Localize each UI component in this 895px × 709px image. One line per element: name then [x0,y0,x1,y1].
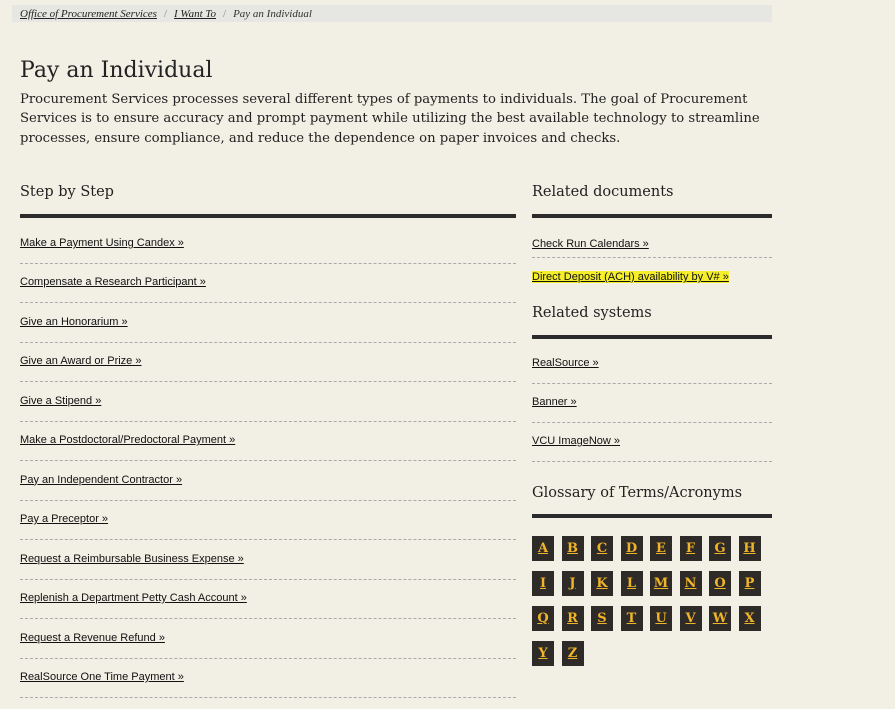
glossary-letter-j[interactable]: J [562,571,584,596]
list-item [20,304,516,343]
glossary-letter-y[interactable]: Y [532,641,554,666]
link-replenish-a-department-petty-cash-account[interactable]: Replenish a Department Petty Cash Account » [20,592,247,605]
glossary-heading: Glossary of Terms/Acronyms [532,485,743,501]
list-item [532,345,772,384]
link-give-an-honorarium[interactable]: Give an Honorarium » [20,315,128,328]
link-pay-an-independent-contractor[interactable]: Pay an Independent Contractor » [20,473,183,486]
glossary-letter-d[interactable]: D [621,536,643,561]
glossary-letter-n[interactable]: N [680,571,702,596]
list-item [532,259,772,291]
link-direct-deposit-ach-availability-by-v[interactable]: Direct Deposit (ACH) availability by V# » [532,271,729,283]
related-systems-divider [532,335,772,339]
glossary-letter-a[interactable]: A [532,536,554,561]
list-item [20,659,516,698]
glossary-letter-u[interactable]: U [650,606,672,631]
glossary-letter-b[interactable]: B [562,536,584,561]
breadcrumb-current: Pay an Individual [233,7,312,20]
glossary-letter-i[interactable]: I [532,571,554,596]
link-give-a-stipend[interactable]: Give a Stipend » [20,394,102,407]
link-give-an-award-or-prize[interactable]: Give an Award or Prize » [20,355,142,368]
link-realsource[interactable]: RealSource » [532,357,599,369]
steps-heading: Step by Step [20,184,114,200]
list-item [20,422,516,461]
breadcrumb-separator: / [223,7,227,20]
breadcrumb-link-procurement[interactable]: Office of Procurement Services [20,7,157,20]
steps-divider [20,214,516,218]
list-item [20,541,516,580]
list-item [532,226,772,258]
related-systems-heading: Related systems [532,305,652,321]
list-item [20,620,516,659]
link-make-a-payment-using-candex[interactable]: Make a Payment Using Candex » [20,237,184,249]
list-item [20,264,516,303]
glossary-letter-m[interactable]: M [650,571,672,596]
glossary-letter-v[interactable]: V [680,606,702,631]
list-item [20,383,516,422]
glossary-letter-w[interactable]: W [709,606,731,631]
list-item [20,225,516,264]
breadcrumb [12,5,772,22]
list-item [532,423,772,462]
glossary-letter-e[interactable]: E [650,536,672,561]
list-item [20,501,516,540]
link-pay-a-preceptor[interactable]: Pay a Preceptor » [20,513,109,526]
glossary-letter-l[interactable]: L [621,571,643,596]
link-realsource-one-time-payment[interactable]: RealSource One Time Payment » [20,670,184,683]
link-check-run-calendars[interactable]: Check Run Calendars » [532,238,649,250]
glossary-letter-k[interactable]: K [591,571,613,596]
glossary-letter-z[interactable]: Z [562,641,584,666]
link-make-a-postdoctoral-predoctoral-payment[interactable]: Make a Postdoctoral/Predoctoral Payment » [20,434,236,447]
list-item [20,462,516,501]
glossary-divider [532,514,772,518]
glossary-letter-s[interactable]: S [591,606,613,631]
glossary-letter-q[interactable]: Q [532,606,554,631]
page-title: Pay an Individual [20,58,213,83]
glossary-letter-t[interactable]: T [621,606,643,631]
glossary-letter-p[interactable]: P [739,571,761,596]
glossary-letter-h[interactable]: H [739,536,761,561]
intro-text: Procurement Services processes several different types of payments to individuals. The goal of Procurement Services is to ensure accuracy and prompt payment while utilizing the best available technology to streamline processes, ensure compliance, and reduce the dependence on paper invoices and checks. [20,92,760,146]
list-item [20,580,516,619]
link-request-a-revenue-refund[interactable]: Request a Revenue Refund » [20,631,165,644]
glossary-letter-f[interactable]: F [680,536,702,561]
related-documents-divider [532,214,772,218]
link-banner[interactable]: Banner » [532,396,577,408]
breadcrumb-link-i-want-to[interactable]: I Want To [174,7,216,20]
glossary-letter-c[interactable]: C [591,536,613,561]
link-request-a-reimbursable-business-expense[interactable]: Request a Reimbursable Business Expense » [20,552,244,565]
link-vcu-imagenow[interactable]: VCU ImageNow » [532,435,621,447]
breadcrumb-separator: / [163,7,168,20]
list-item [532,384,772,423]
glossary-letter-x[interactable]: X [739,606,761,631]
link-compensate-a-research-participant[interactable]: Compensate a Research Participant » [20,276,206,289]
glossary-letter-g[interactable]: G [709,536,731,561]
related-documents-heading: Related documents [532,184,674,200]
glossary-letter-r[interactable]: R [562,606,584,631]
glossary-letter-o[interactable]: O [709,571,731,596]
list-item [20,343,516,382]
